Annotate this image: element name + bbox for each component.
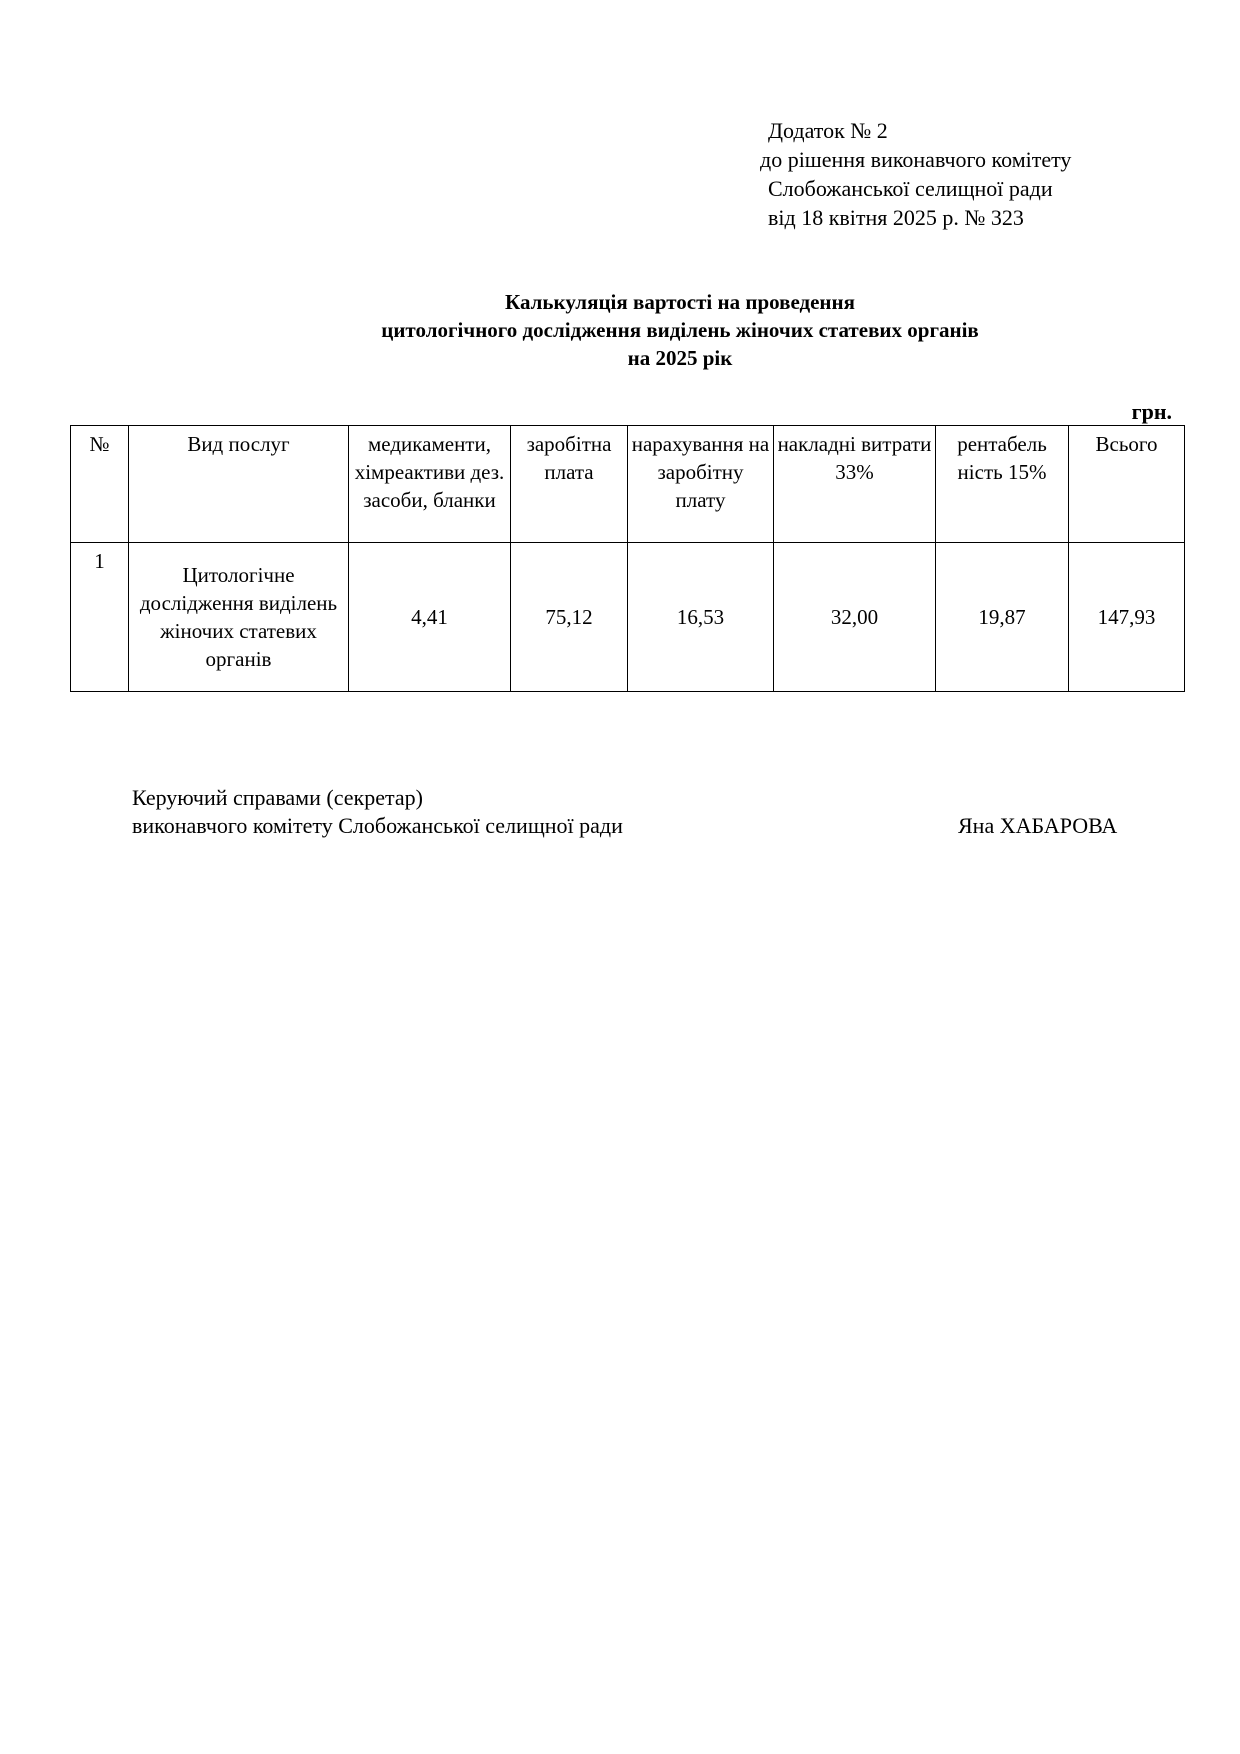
header-salary: заробітна плата xyxy=(511,426,628,543)
cost-calculation-table xyxy=(70,425,1185,692)
annex-number: Додаток № 2 xyxy=(768,118,888,143)
signer-name: Яна ХАБАРОВА xyxy=(958,813,1118,838)
cell-overhead: 32,00 xyxy=(774,543,936,692)
document-title xyxy=(0,288,1240,372)
annex-council: Слобожанської селищної ради xyxy=(768,176,1053,201)
annex-block xyxy=(760,116,1071,232)
signer-position-line-2: виконавчого комітету Слобожанської селищної ради xyxy=(132,813,623,838)
cell-accruals: 16,53 xyxy=(628,543,774,692)
signature-block xyxy=(132,784,623,840)
title-line-3: на 2025 рік xyxy=(627,346,733,370)
title-line-2: цитологічного дослідження виділень жіночих статевих органів xyxy=(381,318,979,342)
header-service-type: Вид послуг xyxy=(129,426,349,543)
header-number: № xyxy=(71,426,129,543)
header-total: Всього xyxy=(1069,426,1185,543)
header-medicines: медикаменти, хімреактиви дез. засоби, бланки xyxy=(349,426,511,543)
cell-service: Цитологічне дослідження виділень жіночих статевих органів xyxy=(129,543,349,692)
annex-date: від 18 квітня 2025 р. № 323 xyxy=(768,205,1024,230)
annex-decision: до рішення виконавчого комітету xyxy=(760,147,1072,172)
cell-salary: 75,12 xyxy=(511,543,628,692)
table-header-row xyxy=(71,426,1185,543)
cell-total: 147,93 xyxy=(1069,543,1185,692)
currency-label: грн. xyxy=(1131,399,1172,424)
signer-position-line-1: Керуючий справами (секретар) xyxy=(132,785,423,810)
header-salary-accruals: нарахування на заробітну плату xyxy=(628,426,774,543)
table-row xyxy=(71,543,1185,692)
cell-medicines: 4,41 xyxy=(349,543,511,692)
title-line-1: Калькуляція вартості на проведення xyxy=(505,290,855,314)
cell-profitability: 19,87 xyxy=(936,543,1069,692)
cell-number: 1 xyxy=(71,543,129,692)
header-profitability: рентабель ність 15% xyxy=(936,426,1069,543)
header-overhead: накладні витрати 33% xyxy=(774,426,936,543)
